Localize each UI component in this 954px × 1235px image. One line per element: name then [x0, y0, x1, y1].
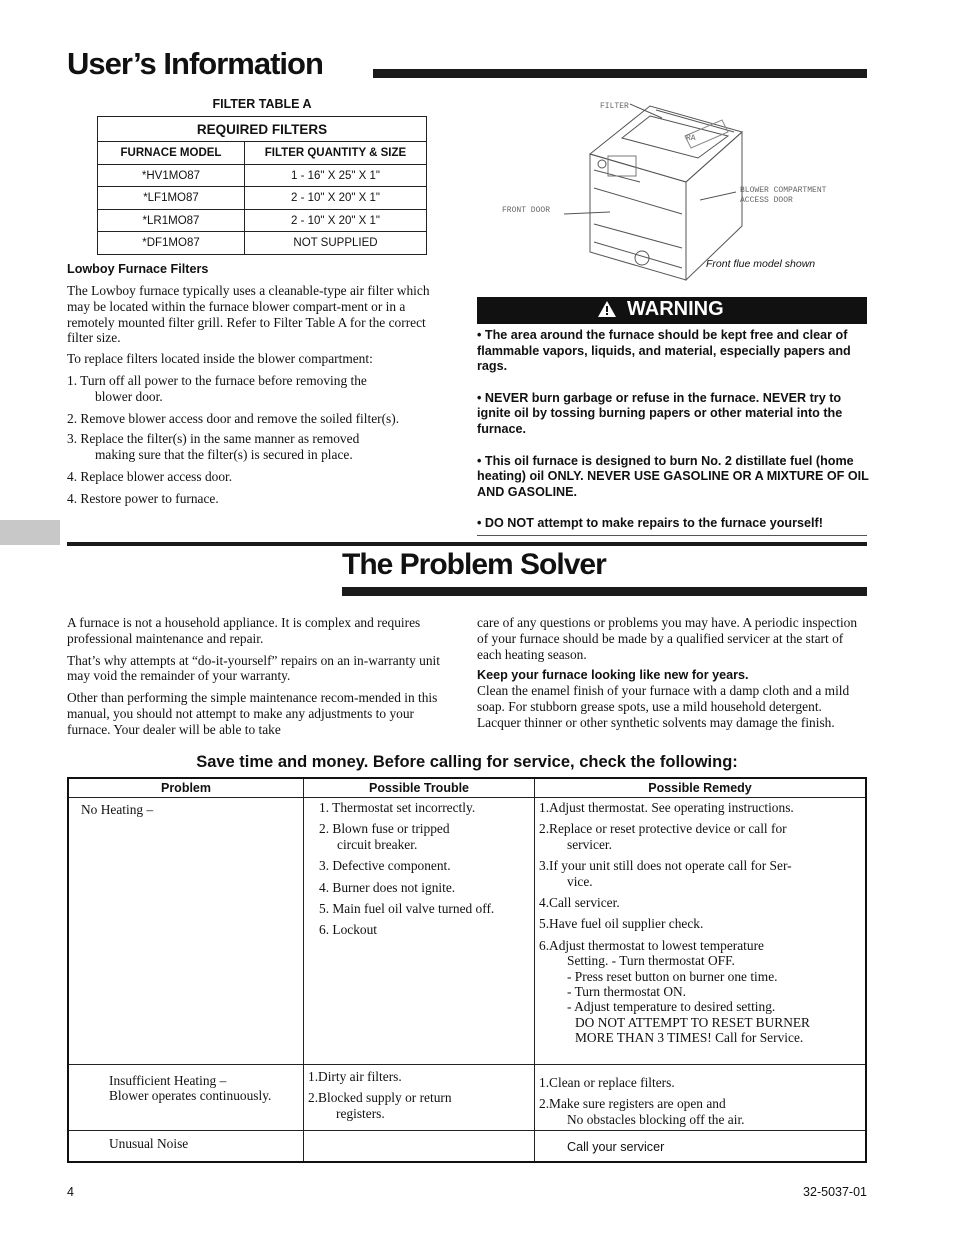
trouble-cell	[304, 798, 535, 1065]
remedy-cell	[535, 1131, 867, 1162]
list-item	[67, 411, 455, 427]
problem-text: No Heating –	[81, 802, 154, 817]
list-item	[67, 491, 455, 507]
filter-table	[97, 116, 427, 255]
list-item-continuation: circuit breaker.	[337, 836, 418, 852]
list-item-continuation: registers.	[336, 1105, 385, 1121]
col-possible-remedy: Possible Remedy	[535, 778, 867, 798]
label-ra: RA	[686, 134, 696, 143]
problem-cell	[68, 1065, 304, 1131]
list-item-continuation: DO NOT ATTEMPT TO RESET BURNER	[575, 1014, 810, 1030]
section-title: The Problem Solver	[342, 548, 606, 581]
list-item-continuation: - Turn thermostat ON.	[567, 984, 687, 1000]
list-item: 2.Blocked supply or return	[308, 1090, 452, 1106]
warning-label: WARNING	[627, 298, 724, 320]
problem-text: Unusual Noise	[109, 1136, 189, 1151]
step-number: 4.	[67, 490, 78, 506]
list-item: 1.Clean or replace filters.	[539, 1075, 675, 1090]
list-item: 5.Have fuel oil supplier check.	[539, 916, 704, 932]
step-number: 1.	[67, 372, 78, 388]
list-item: 4. Burner does not ignite.	[319, 879, 456, 895]
trouble-cell	[304, 1131, 535, 1162]
table-row	[68, 1065, 866, 1131]
keep-heading: Keep your furnace looking like new for years.	[477, 668, 749, 683]
problem-text: Insufficient Heating –	[109, 1073, 227, 1088]
table-cell: 2 - 10" X 20" X 1"	[245, 187, 427, 210]
list-item	[67, 373, 455, 405]
warning-bottom-rule	[477, 535, 867, 536]
trouble-table	[67, 777, 867, 1163]
col-furnace-model: FURNACE MODEL	[98, 142, 245, 165]
list-item-continuation: - Adjust temperature to desired setting.	[567, 999, 776, 1015]
side-tab	[0, 520, 60, 545]
lowboy-steps	[67, 373, 455, 507]
list-item: 2. Blown fuse or tripped	[319, 821, 450, 837]
step-text: Replace the filter(s) in the same manner as removed	[80, 431, 360, 447]
label-front-door: FRONT DOOR	[502, 206, 551, 215]
list-item: 2.Make sure registers are open and	[539, 1096, 726, 1112]
lowboy-para-1: The Lowboy furnace typically uses a cleanable-type air filter which may be located within the furnace blower compart-ment or in a remotely mounted filter grill. Refer to Filter Table A for the correct filter size.	[67, 283, 430, 346]
list-item	[67, 431, 455, 463]
list-item: 1.Dirty air filters.	[308, 1069, 402, 1084]
step-text: Replace blower access door.	[80, 468, 233, 484]
table-cell: 1 - 16" X 25" X 1"	[245, 165, 427, 187]
table-cell: *LR1MO87	[98, 210, 245, 232]
list-item: 1.Adjust thermostat. See operating instructions.	[539, 800, 794, 815]
list-item: 4.Call servicer.	[539, 895, 620, 911]
furnace-drawing	[490, 92, 870, 284]
warning-item: • NEVER burn garbage or refuse in the furnace. NEVER try to ignite oil by tossing burning papers or other material into the furnace.	[477, 390, 843, 436]
filter-table-heading: REQUIRED FILTERS	[98, 117, 427, 142]
intro-para: A furnace is not a household appliance. It is complex and requires professional maintenance and repair.	[67, 615, 421, 646]
trouble-cell	[304, 1065, 535, 1131]
list-item: 3. Defective component.	[319, 858, 451, 874]
problem-cell	[68, 798, 304, 1065]
table-cell: *LF1MO87	[98, 187, 245, 210]
intro-para: That’s why attempts at “do-it-yourself” repairs on an in-warranty unit may void the remainder of your warranty.	[67, 652, 440, 684]
list-item: 2.Replace or reset protective device or call for	[539, 821, 787, 837]
step-continuation: making sure that the filter(s) is secured in place.	[95, 447, 353, 463]
list-item: 1. Thermostat set incorrectly.	[319, 800, 476, 815]
step-text: Restore power to furnace.	[80, 490, 219, 506]
intro-para: care of any questions or problems you may have. A periodic inspection of your furnace should be made by a qualified servicer at the start of each heating season.	[477, 615, 858, 662]
problem-right-column	[477, 615, 869, 737]
list-item-continuation: - Press reset button on burner one time.	[567, 968, 778, 984]
list-item: 5. Main fuel oil valve turned off.	[319, 901, 495, 917]
diagram-caption: Front flue model shown	[706, 258, 816, 270]
document-number: 32-5037-01	[803, 1185, 867, 1199]
table-row	[68, 1131, 866, 1162]
col-possible-trouble: Possible Trouble	[304, 778, 535, 798]
section-rule	[67, 542, 867, 546]
list-item: 6.Adjust thermostat to lowest temperature	[539, 937, 764, 953]
warning-item: • The area around the furnace should be kept free and clear of flammable vapors, liquids, and material, especially papers and rags.	[477, 328, 851, 374]
page-title: User’s Information	[67, 46, 323, 81]
filter-table-caption: FILTER TABLE A	[212, 97, 312, 111]
step-text: Turn off all power to the furnace before removing the	[80, 372, 367, 388]
warning-text	[477, 328, 869, 532]
problem-left-column	[67, 615, 457, 744]
warning-item: • DO NOT attempt to make repairs to the furnace yourself!	[477, 516, 823, 531]
page-number: 4	[67, 1185, 74, 1199]
list-item-continuation: vice.	[567, 873, 593, 889]
title-rule	[373, 69, 867, 78]
label-filter: FILTER	[600, 102, 629, 111]
intro-para: Other than performing the simple maintenance recom-mended in this manual, you should not attempt to make any adjustments to your furnace. Your dealer will be able to take	[67, 690, 438, 737]
step-number: 2.	[67, 410, 78, 426]
step-number: 4.	[67, 468, 78, 484]
step-continuation: blower door.	[95, 388, 163, 404]
list-item	[67, 469, 455, 485]
remedy-text: Call your servicer	[567, 1140, 665, 1154]
list-item-continuation: servicer.	[567, 836, 612, 852]
section-title-rule	[342, 587, 867, 596]
lowboy-body	[67, 283, 455, 507]
furnace-diagram	[490, 92, 870, 284]
table-row	[68, 798, 866, 1065]
step-text: Remove blower access door and remove the soiled filter(s).	[80, 410, 400, 426]
list-item: 3.If your unit still does not operate call for Ser-	[539, 858, 792, 874]
problem-cell	[68, 1131, 304, 1162]
remedy-cell	[535, 798, 867, 1065]
col-filter-size: FILTER QUANTITY & SIZE	[245, 142, 427, 165]
lowboy-para-2: To replace filters located inside the blower compartment:	[67, 351, 373, 367]
list-item-continuation: No obstacles blocking off the air.	[567, 1111, 745, 1127]
warning-banner	[477, 297, 867, 324]
list-item: 6. Lockout	[319, 922, 378, 938]
table-cell: NOT SUPPLIED	[245, 232, 427, 255]
label-blower: BLOWER COMPARTMENT	[740, 186, 827, 195]
problem-text: Blower operates continuously.	[109, 1088, 272, 1104]
lowboy-heading: Lowboy Furnace Filters	[67, 262, 209, 276]
table-cell: *HV1MO87	[98, 165, 245, 187]
remedy-cell	[535, 1065, 867, 1131]
col-problem: Problem	[68, 778, 304, 798]
save-heading: Save time and money. Before calling for service, check the following:	[196, 753, 738, 771]
list-item-continuation: MORE THAN 3 TIMES! Call for Service.	[575, 1030, 804, 1046]
label-blower-door: ACCESS DOOR	[740, 196, 793, 205]
keep-text: Clean the enamel finish of your furnace with a damp cloth and a mild soap. For stubborn grease spots, use a mild household detergent. Lacquer thinner or other synthetic solvents may damage the finish.	[477, 683, 850, 730]
step-number: 3.	[67, 431, 78, 447]
warning-item: • This oil furnace is designed to burn No. 2 distillate fuel (home heating) oil ONLY. NEVER USE GASOLINE OR A MIXTURE OF OIL AND GASOLINE.	[477, 453, 869, 499]
warning-icon	[597, 300, 617, 324]
table-cell: 2 - 10" X 20" X 1"	[245, 210, 427, 232]
list-item-continuation: Setting. - Turn thermostat OFF.	[567, 953, 735, 969]
table-cell: *DF1MO87	[98, 232, 245, 255]
